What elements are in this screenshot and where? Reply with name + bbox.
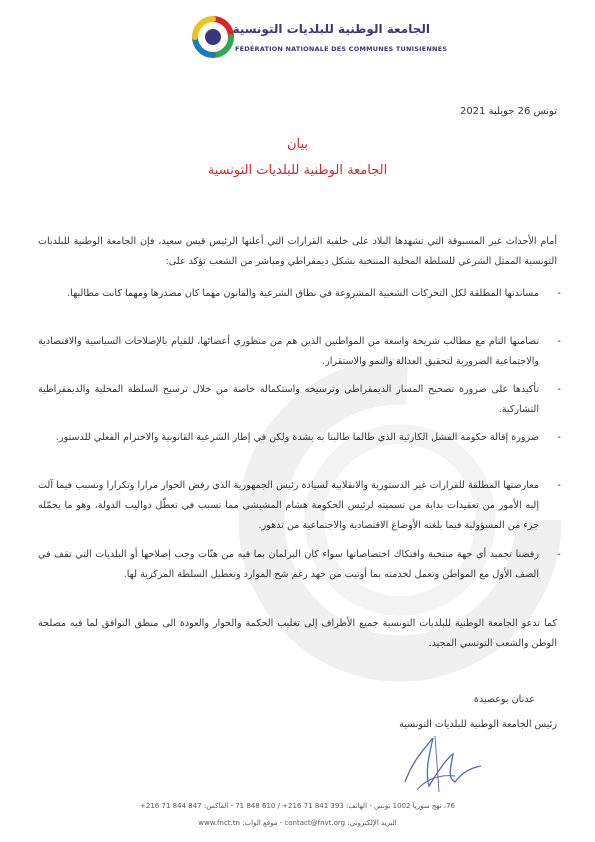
federation-name-fr: FÉDÉRATION NATIONALE DES COMMUNES TUNISIENNES: [235, 45, 448, 53]
list-item: [38, 380, 565, 420]
list-dash: -: [557, 432, 561, 443]
list-item: [38, 545, 565, 585]
statement-title: بيان: [286, 137, 309, 152]
list-item-text: رفضنا تجميد أي جهة منتخبة وافتكاك اختصاصاتها سواء كان البرلمان بما فيه من هنّات وجب إصلاحها أو البلديات التي تقف في الصف الأول مع المواطن وتعمل لخدمته بما أوتيت من جهد رغم شح الموارد وتعطيل السلطة المركزية لها.: [38, 549, 539, 580]
list-item-text: معارضتها المطلقة للقرارات غير الدستورية والانقلابية لسيادة رئيس الجمهورية الذي رفض الحوار مرارا وتكرارا وتسبب فيما آلت إليه الأمور من تعقيدات بداية من تسميته لرئيس الحكومة هشام المشيشي مما تسبب في تعطّل دواليب الدولة، وهو ما يحمّله جزء من المسؤولية فيما بلغته الأوضاع الاقتصادية والاجتماعية من تدهور.: [38, 480, 539, 531]
list-item: [38, 284, 565, 304]
list-dash: -: [557, 480, 561, 491]
list-item-text: مساندتها المطلقة لكل التحركات الشعبية المشروعة في نطاق الشرعية والقانون مهما كان مصدرها ومهما كانت مطالبها.: [67, 288, 539, 299]
list-item-text: ضرورة إقالة حكومة الفشل الكارثية الذي طالما طالبنا به بشدة ولكن في إطار الشرعية القانونية والاحترام الفعلي للدستور.: [55, 432, 539, 443]
statement-subtitle: الجامعة الوطنية للبلديات التونسية: [207, 163, 388, 178]
list-item: [38, 332, 565, 372]
closing-paragraph: كما تدعو الجامعة الوطنية للبلديات التونسية جميع الأطراف إلى تغليب الحكمة والحوار والعودة الى منطق التوافق لما فيه مصلحة الوطن والشعب التونسي المجيد.: [38, 618, 557, 649]
list-item: [38, 476, 565, 536]
federation-logo-icon: [190, 14, 236, 60]
footer-address: 76، نهج سوريا 1002 تونس - الهاتف: 393 841 71 216+ / 610 848 71 - الفاكس: 847 844 71 216+: [140, 802, 455, 810]
federation-name-ar: الجامعة الوطنية للبلديات التونسية: [232, 22, 430, 36]
list-item-text: تضامنها التام مع مطالب شريحة واسعة من المواطنين الذين هم من منظوري أعضائها، للقيام بالإصلاحات السياسية والاقتصادية والاجتماعية الضرورية لتحقيق العدالة والنمو والاستقرار.: [38, 336, 539, 367]
list-dash: -: [557, 288, 561, 299]
handwritten-signature-icon: [395, 730, 490, 800]
list-item-text: تأكيدها على ضرورة تصحيح المسار الديمقراطي وترسيخه واستكماله خاصة من خلال ترسيخ السلطة المحلية والديمقراطية التشاركية.: [38, 384, 539, 415]
signatory-role: رئيس الجامعة الوطنية للبلديات التونسية: [399, 719, 557, 730]
letterhead: [190, 14, 448, 74]
footer-contact: البريد الإلكتروني: contact@fnvt.org - موقع الواب: www.fnct.tn: [198, 819, 397, 827]
list-dash: -: [557, 549, 561, 560]
list-dash: -: [557, 384, 561, 395]
list-item: [38, 428, 565, 448]
intro-paragraph: أمام الأحداث غير المسبوقة التي تشهدها البلاد على خلفية القرارات التي أعلنها الرئيس قيس سعيد، فإن الجامعة الوطنية للبلديات التونسية الممثل الشرعي للسلطة المحلية المنتخبة بشكل ديمقراطي ومباشر من الشعب تؤكد على:: [38, 236, 557, 267]
list-dash: -: [557, 336, 561, 347]
document-date: تونس 26 جويلية 2021: [459, 106, 557, 117]
signatory-name: عدنان بوعصيدة: [473, 694, 535, 705]
